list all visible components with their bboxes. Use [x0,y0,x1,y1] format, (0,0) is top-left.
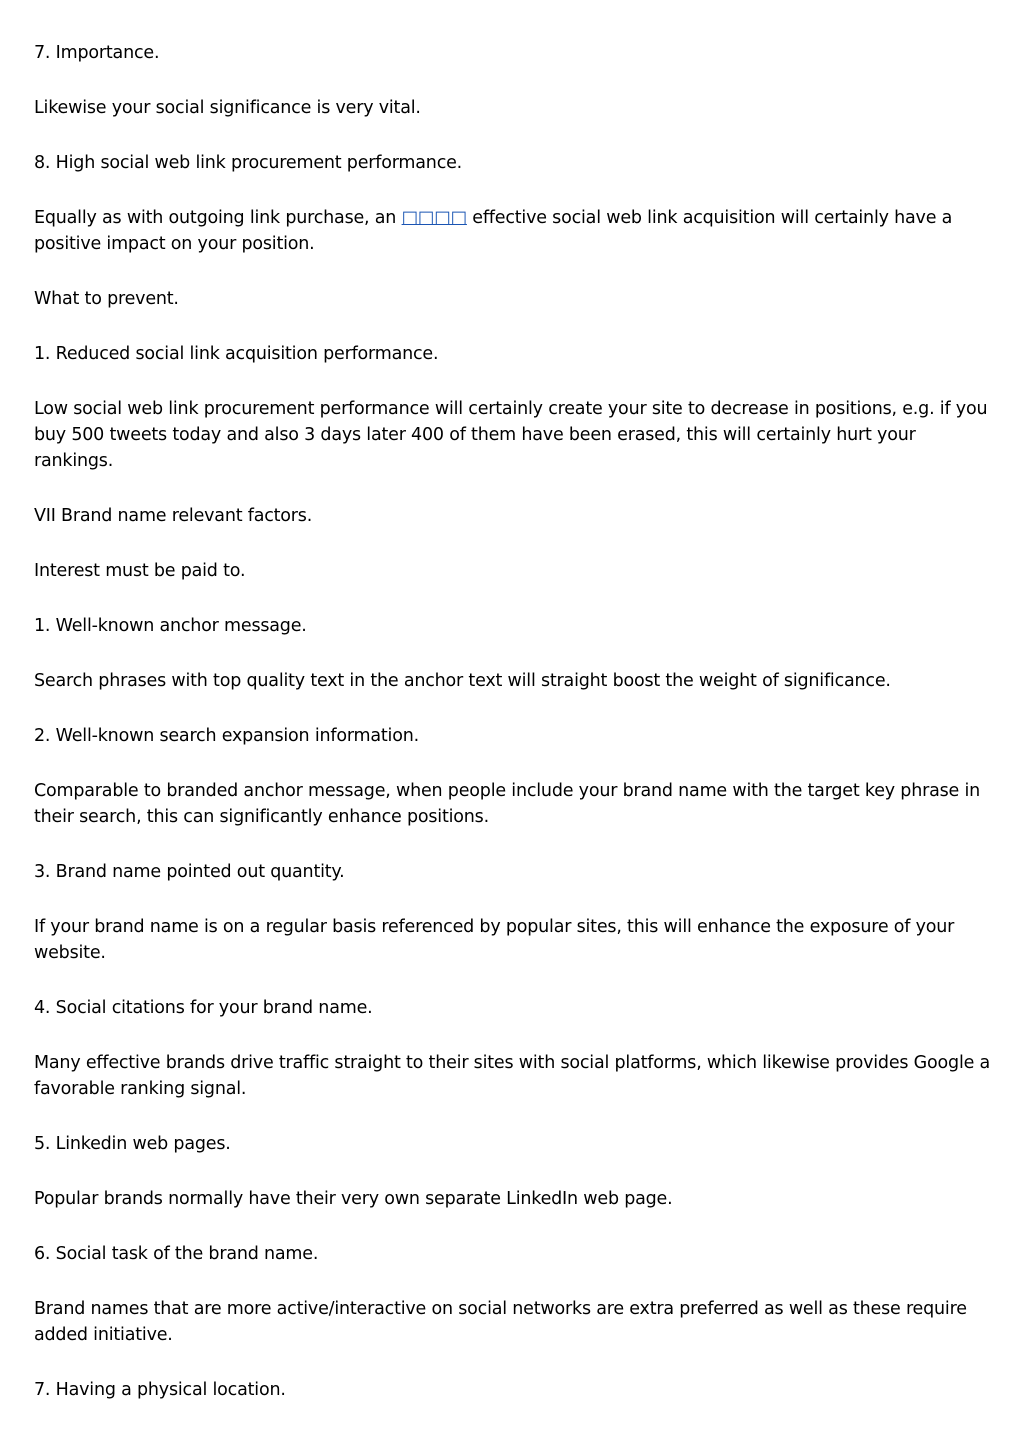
paragraph-heading: What to prevent. [34,289,179,309]
paragraph-with-link [34,205,994,257]
paragraph-text-after-link: effective social web link acquisition will certainly have a positive impact on your position. [34,208,953,254]
paragraph-heading: 6. Social task of the brand name. [34,1244,319,1264]
paragraph-heading: 8. High social web link procurement performance. [34,153,463,173]
paragraph-heading: VII Brand name relevant factors. [34,506,313,526]
paragraph-text-before-link: Equally as with outgoing link purchase, an [34,208,402,228]
paragraph-heading: 5. Linkedin web pages. [34,1134,231,1154]
paragraph: Interest must be paid to. [34,561,246,581]
paragraph: Popular brands normally have their very own separate LinkedIn web page. [34,1189,673,1209]
paragraph-heading: 3. Brand name pointed out quantity. [34,862,345,882]
paragraph: Many effective brands drive traffic straight to their sites with social platforms, which likewise provides Google a favorable ranking signal. [34,1053,991,1099]
paragraph-heading-importance: 7. Importance. [34,43,160,63]
paragraph: Likewise your social significance is very vital. [34,98,421,118]
paragraph-heading: 1. Reduced social link acquisition performance. [34,344,439,364]
paragraph-heading: 2. Well-known search expansion information. [34,726,419,746]
paragraph-heading: 4. Social citations for your brand name. [34,998,373,1018]
paragraph: Search phrases with top quality text in the anchor text will straight boost the weight of significance. [34,671,891,691]
inline-link[interactable]: □□□□ [401,208,467,228]
paragraph-heading: 7. Having a physical location. [34,1380,286,1400]
document-body [34,40,994,1432]
paragraph: Low social web link procurement performance will certainly create your site to decrease in positions, e.g. if you buy 500 tweets today and also 3 days later 400 of them have been erased, this will certainly hurt your rankings. [34,399,988,471]
paragraph: If your brand name is on a regular basis referenced by popular sites, this will enhance the exposure of your website. [34,917,955,963]
paragraph-heading: 1. Well-known anchor message. [34,616,307,636]
paragraph: Comparable to branded anchor message, when people include your brand name with the target key phrase in their search, this can significantly enhance positions. [34,781,981,827]
paragraph: Brand names that are more active/interactive on social networks are extra preferred as well as these require added initiative. [34,1299,967,1345]
